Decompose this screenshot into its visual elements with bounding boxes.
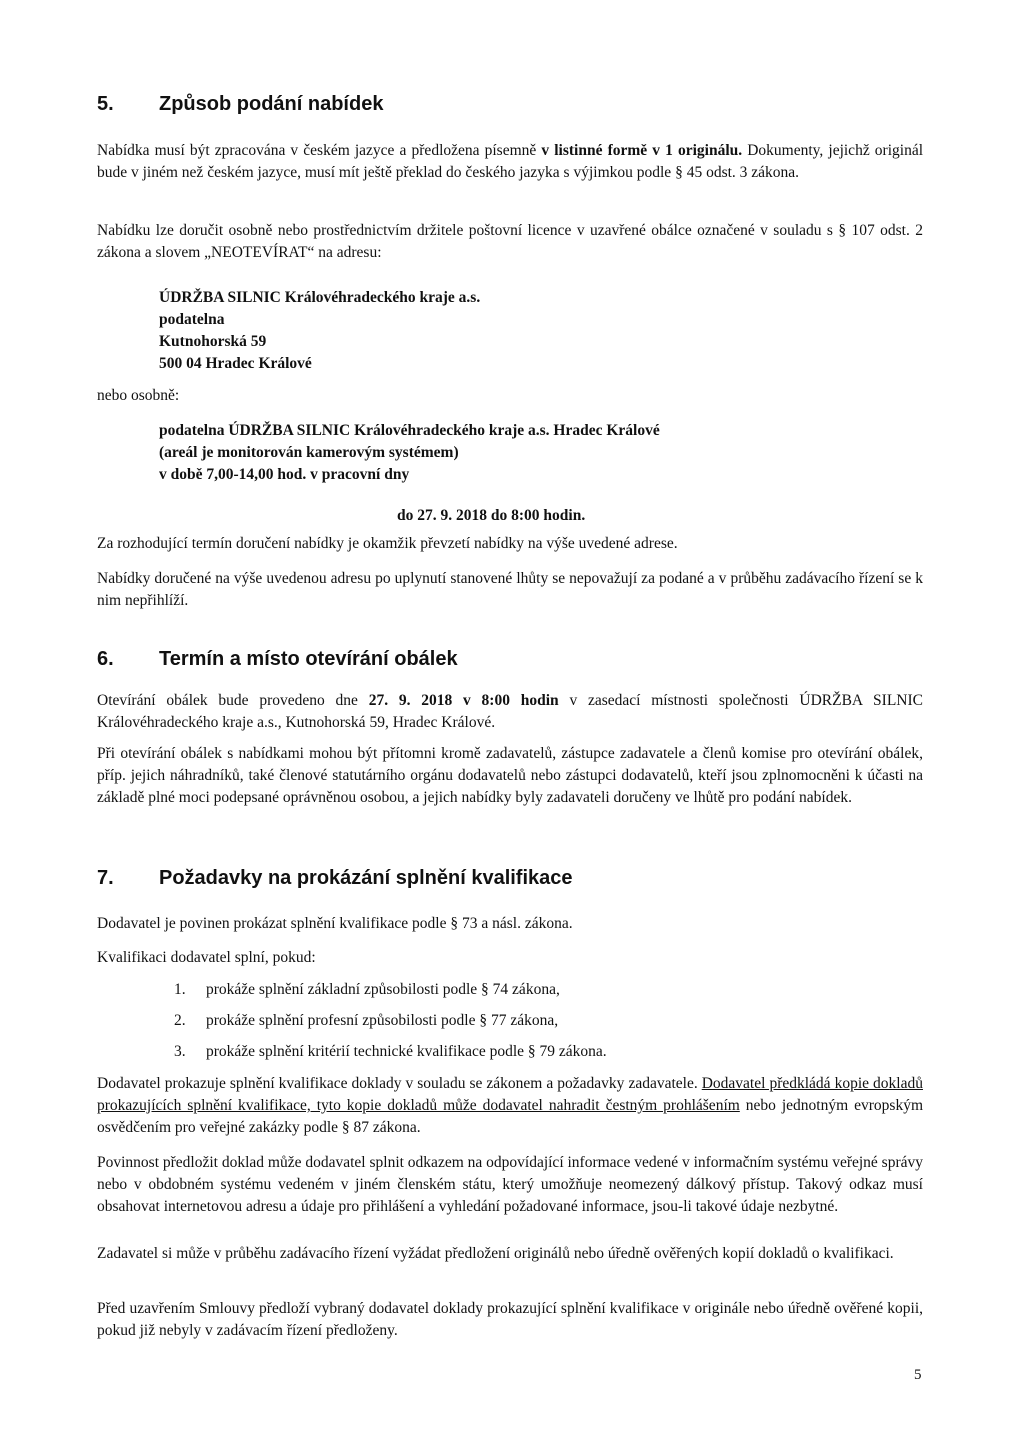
address-line: Kutnohorská 59 <box>159 333 267 350</box>
s6-p1-text-c: v zasedací místnosti společnosti ÚDRŽBA SILNIC Královéhradeckého kraje a.s., Kutnohorská 59, Hradec Králové. <box>97 692 923 731</box>
list-item-text: prokáže splnění kritérií technické kvalifikace podle § 79 zákona. <box>206 1043 607 1060</box>
list-item-number: 2. <box>174 1012 186 1029</box>
office-details <box>159 420 660 486</box>
s5-paragraph-4: Nabídky doručené na výše uvedenou adresu po uplynutí stanovené lhůty se nepovažují za podané a v průběhu zadávacího řízení se k nim nepřihlíží. <box>97 570 923 609</box>
list-item <box>174 1043 607 1061</box>
s7-p3-underlined: Dodavatel předkládá kopie dokladů prokazujících splnění kvalifikace, tyto kopie dokladů může dodavatel nahradit čestným prohlášením <box>97 1075 923 1114</box>
list-item-text: prokáže splnění základní způsobilosti podle § 74 zákona, <box>206 981 560 998</box>
s5-paragraph-1 <box>97 140 923 184</box>
s6-paragraph-2: Při otevírání obálek s nabídkami mohou být přítomni kromě zadavatelů, zástupce zadavatele a členů komise pro otevírání obálek, příp. jejich náhradníků, také členové statutárního orgánu dodavatelů nebo zástupci dodavatelů, kteří jsou zplnomocněni k účasti na základě plné moci podepsané oprávněnou osobou, a jejich nabídky byly zadavateli doručeny ve lhůtě pro podání nabídek. <box>97 745 923 806</box>
section-5-title: Způsob podání nabídek <box>159 93 384 115</box>
s7-paragraph-3 <box>97 1073 923 1139</box>
office-line: podatelna ÚDRŽBA SILNIC Královéhradeckého kraje a.s. Hradec Králové <box>159 422 660 439</box>
s5-p1-text-c: Dokumenty, jejichž originál bude v jiném než českém jazyce, musí mít ještě překlad do českého jazyka s výjimkou podle § 45 odst. 3 zákona. <box>97 142 924 181</box>
address-line: 500 04 Hradec Králové <box>159 355 312 372</box>
list-item-number: 3. <box>174 1043 186 1060</box>
section-7-title: Požadavky na prokázání splnění kvalifikace <box>159 867 573 889</box>
s7-p3-text-a: Dodavatel prokazuje splnění kvalifikace doklady v souladu se zákonem a požadavky zadavatele. <box>97 1075 702 1092</box>
s7-paragraph-4: Povinnost předložit doklad může dodavatel splnit odkazem na odpovídající informace vedené v informačním systému veřejné správy nebo v obdobném systému vedeném v jiném členském státu, který umožňuje neomezený dálkový přístup. Takový odkaz musí obsahovat internetovou adresu a údaje pro přihlášení a vyhledání požadované informace, jsou-li takové údaje nezbytné. <box>97 1154 924 1215</box>
s7-paragraph-5: Zadavatel si může v průběhu zadávacího řízení vyžádat předložení originálů nebo úředně ověřených kopií dokladů o kvalifikaci. <box>97 1245 894 1262</box>
s7-paragraph-2: Kvalifikaci dodavatel splní, pokud: <box>97 949 316 966</box>
section-6-heading <box>97 648 458 671</box>
s5-p1-text-a: Nabídka musí být zpracována v českém jazyce a předložena písemně <box>97 142 542 159</box>
s5-p1-bold: v listinné formě v 1 originálu. <box>541 142 743 159</box>
deadline: do 27. 9. 2018 do 8:00 hodin. <box>397 507 586 524</box>
list-item <box>174 981 560 999</box>
page-number: 5 <box>914 1367 922 1383</box>
section-7-number: 7. <box>97 867 114 889</box>
section-6-number: 6. <box>97 648 114 670</box>
personally-label: nebo osobně: <box>97 387 180 404</box>
section-6-title: Termín a místo otevírání obálek <box>159 648 458 670</box>
office-line: v době 7,00-14,00 hod. v pracovní dny <box>159 466 410 483</box>
s7-paragraph-1: Dodavatel je povinen prokázat splnění kvalifikace podle § 73 a násl. zákona. <box>97 915 573 932</box>
section-7-heading <box>97 867 573 890</box>
list-item-text: prokáže splnění profesní způsobilosti podle § 77 zákona, <box>206 1012 559 1029</box>
mailing-address <box>159 287 480 375</box>
section-5-heading <box>97 93 383 116</box>
list-item-number: 1. <box>174 981 186 998</box>
list-item <box>174 1012 558 1030</box>
s6-p1-bold: 27. 9. 2018 v 8:00 hodin <box>368 692 559 709</box>
address-line: ÚDRŽBA SILNIC Královéhradeckého kraje a.s. <box>159 289 481 306</box>
s7-p3-text-c: nebo jednotným evropským osvědčením pro veřejné zakázky podle § 87 zákona. <box>97 1097 923 1136</box>
section-5-number: 5. <box>97 93 114 115</box>
s6-p1-text-a: Otevírání obálek bude provedeno dne <box>97 692 369 709</box>
s5-paragraph-2: Nabídku lze doručit osobně nebo prostřednictvím držitele poštovní licence v uzavřené obálce označené v souladu s § 107 odst. 2 zákona a slovem „NEOTEVÍRAT“ na adresu: <box>97 222 923 261</box>
s6-paragraph-1 <box>97 690 923 734</box>
s5-paragraph-3: Za rozhodující termín doručení nabídky je okamžik převzetí nabídky na výše uvedené adrese. <box>97 535 678 552</box>
s7-paragraph-6: Před uzavřením Smlouvy předloží vybraný dodavatel doklady prokazující splnění kvalifikace v originále nebo úředně ověřené kopii, pokud již nebyly v zadávacím řízení předloženy. <box>97 1300 923 1339</box>
office-line: (areál je monitorován kamerovým systémem) <box>159 444 459 461</box>
address-line: podatelna <box>159 311 225 328</box>
